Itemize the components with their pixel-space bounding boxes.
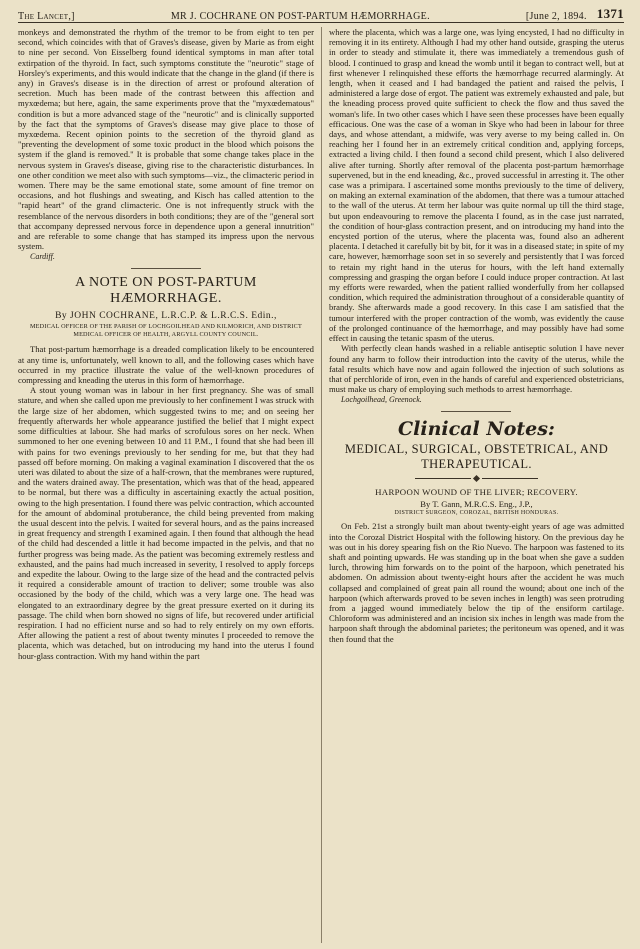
section-heading [329,418,624,440]
case-title: HARPOON WOUND OF THE LIVER; RECOVERY. [375,487,578,498]
case-byline: By T. Gann, M.R.C.S. Eng., J.P., [420,499,533,510]
section-divider [131,268,201,269]
left-column [18,27,321,943]
section-subheading: MEDICAL, SURGICAL, OBSTETRICAL, AND THERAPEUTICAL. [344,442,609,472]
ornamental-rule [329,476,624,481]
section-divider [441,411,511,412]
running-header [18,4,624,23]
article-paragraph: With perfectly clean hands washed in a reliable antiseptic solution I have never found any harm to follow their introduction into the cavity of the uterus, while the fatal results which have now and again followed the injection of such solutions as that of perchloride of iron, even in the hands of careful and experienced obstetricians, must make us chary of employing such methods to arrest hæmorrhage. [328,343,624,395]
right-column [321,27,624,943]
continued-text: monkeys and demonstrated the rhythm of the tremor to be from eight to ten per second, which coincides with that of Graves's disease, given by Marie as from eight to nine per second. Von Eisselberg found identical symptoms in man after total extirpation of the thyroid. In fact, such symptoms constitute the "neurotic" stage of Horsley's experiments, and this would indicate that the change in the gland (if there is any) in Graves's disease is in the direction of arrest or profound alteration of secretion. Much has been made of the contrast between this affection and myxœdema; but here, again, the same experiments prove that the "myxœdematous" condition is but a more advanced stage of the "neurotic" and is clinically supported by the fact that the symptoms of Graves's disease may give place to those of myxœdema. Recent opinion points to the secretion of the thyroid gland as "preventing the development of some toxic product in the blood which poisons the system if the gland is removed." It is probable that some change takes place in the nervous system in Graves's disease, giving rise to the characteristic disturbances. In one other condition we meet also with such symptoms—viz., the climacteric period in women. There may be the same emotional state, some amount of fine tremor on occasions, and hot flushings and sweating, and Kisch has called attention to the "rapid heart" of the grand climacteric. One is not infrequently struck with the resemblance of the nervous disorders in both conditions; they are of the "general sort that accompany depressed nervous force in dependence upon a general innutrition" and are referable to some change that has stamped its impress upon the nervous system. [18,27,314,252]
author-affiliation: MEDICAL OFFICER OF THE PARISH OF LOCHGOILHEAD AND KILMORICH, AND DISTRICT MEDICAL OFFICER OF HEALTH, ARGYLL COUNTY COUNCIL. [29,323,302,338]
author-location: Cardiff. [30,252,55,262]
journal-name: The Lancet,] [18,11,75,22]
clinical-notes-heading: Clinical Notes: [398,418,555,441]
running-title: MR J. COCHRANE ON POST-PARTUM HÆMORRHAGE. [170,11,430,22]
article-title: A NOTE ON POST-PARTUM HÆMORRHAGE. [75,275,257,307]
article-paragraph: where the placenta, which was a large one, was lying encysted, I had no difficulty in removing it in its entirety. Although I had my other hand outside, grasping the uterus in order to steady and stimulate it, there was immediately a tremendous gush of blood. I continued to grasp and knead the womb until it began to contract well, but at first whenever I relinquished these efforts the hæmorrhage recurred alarmingly. At length, when it ceased and I had bandaged the patient and raised the pelvis, I administered a large dose of ergot. The patient was extremely exhausted and pale, but the kneading process proved quite sufficient to check the flow and thus saved the woman's life. In two other cases which I have seen these processes have been equally efficacious. One was the case of a woman in Skye who had been in labour for three days, and whose attendant, a midwife, was very averse to my being called in. On reaching her I found her in an extremely critical condition and, applying forceps, extracted a living child. I then found a second child present, which I also delivered alive after turning. Shortly after removal of the placenta post-partum hæmorrhage supervened, but in the end kneading, &c., proved successful in arresting it. The other case was a primipara. I ascertained some months previously to the time of delivery, on making an external examination of the abdomen, that there was a tumour attached to the wall of the uterus. At term her labour was quite normal up till the third stage, but upon endeavouring to remove the placenta I found, as in the case just narrated, the condition of hour-glass contraction present, and on introducing my hand into the encysted portion of the uterus, where the placenta was, found also an adherent placenta. I detached it carefully bit by bit, for it was in a diseased state; in spite of my care, however, hæmorrhage soon set in so severely and persistently that I was forced to retain my right hand in the uterus for hours, with the left hand externally compressing and grasping the organ before I could induce proper contraction. At last my efforts were rewarded, when the patient rallied wonderfully from her collapsed condition, which required the administration throughout of a considerable quantity of brandy. She afterwards made a good recovery. In this case I am satisfied that the tumour interfered with the proper contraction of the womb, was evidently the cause of the prolonged continuance of the hæmorrhage, and may possibly have had some effect in causing the tetanic spasm of the uterus. [328,27,624,344]
case-affiliation: DISTRICT SURGEON, COROZAL, BRITISH HONDURAS. [394,510,559,517]
article-paragraph: A stout young woman was in labour in her first pregnancy. She was of small stature, and when she called upon me previously to her confinement I was struck with the large size of her abdomen, which suggested twins to me; and on seeing her frequently afterwards her whole appearance justified the belief that I might expect some difficulties at labour. She had marks of scrofulous sores on her neck. When summoned to her one evening between 10 and 11 P.M., I found that she had been ill with pains for two evenings previously to her sending for me, but that they had passed off before morning. On making a vaginal examination I discovered that the os uteri was dilated to about the size of a half-crown, that the membranes were ruptured, and the waters drained away. The presentation, which was that of the head, appeared to be normal, but there was a difficulty in ascertaining exactly the actual position, owing to the high presentation. I found there was pelvic contraction, which accounted for the amount of abdominal protuberance, the child being prevented from making the usual descent into the pelvis. I waited for several hours, and as the pains increased in great frequency and strength I examined again. I then found that although the head of the child had descended a little it had become impacted in the pelvis, and that no further progress was being made. As the patient was becoming extremely restless and exhausted, and the pains had much increased in severity, I resolved to apply forceps and expedite the labour. Owing to the large size of the head and the contracted pelvis it required a considerable amount of traction to deliver; some trouble was also occasioned by the body of the child, which was a very large one. The head was elongated to an extraordinary degree by the great pressure exerted on it during its passage. The child when born showed no signs of life, but recovered under artificial respiration. I had no efficient nurse and so had to rely entirely on my own efforts. After allowing the patient a rest of about twenty minutes I proceeded to remove the placenta, which was detached, but on introducing my hand into the uterus I found hour-glass contraction. With my hand within the part [18,385,314,661]
issue-date: [June 2, 1894. [525,11,587,22]
case-paragraph: On Feb. 21st a strongly built man about twenty-eight years of age was admitted into the Corozal District Hospital with the following history. On the previous day he was out in his dorey spearing fish on the Rio Nuevo. The harpoon was fastened to its shaft and pointing upwards. He was standing up in the boat when she gave a sudden lurch, throwing him forwards on to the point of the harpoon, which penetrated his abdomen. On admission about twenty-eight hours after the accident he was much collapsed and complained of great pain all round the wound; about one inch of the harpoon (which afterwards proved to be seven inches in length) was seen protruding from a jagged wound immediately below the tip of the ensiform cartilage. Chloroform was administered and an incision six inches in length was made from the harpoon shaft through the abdominal parietes; the peritoneum was opened, and it was then found that the [328,521,624,644]
page-number: 1371 [596,6,624,21]
article-paragraph: That post-partum hæmorrhage is a dreaded complication likely to be encountered at any time is, unfortunately, well known to all, and the following cases which have occurred in my practice illustrate the value of the well-known procedures of compressing and kneading the uterus in this form of hæmorrhage. [18,344,314,386]
article-byline: By JOHN COCHRANE, L.R.C.P. & L.R.C.S. Edin., [55,311,277,322]
author-location: Lochgoilhead, Greenock. [340,395,422,405]
